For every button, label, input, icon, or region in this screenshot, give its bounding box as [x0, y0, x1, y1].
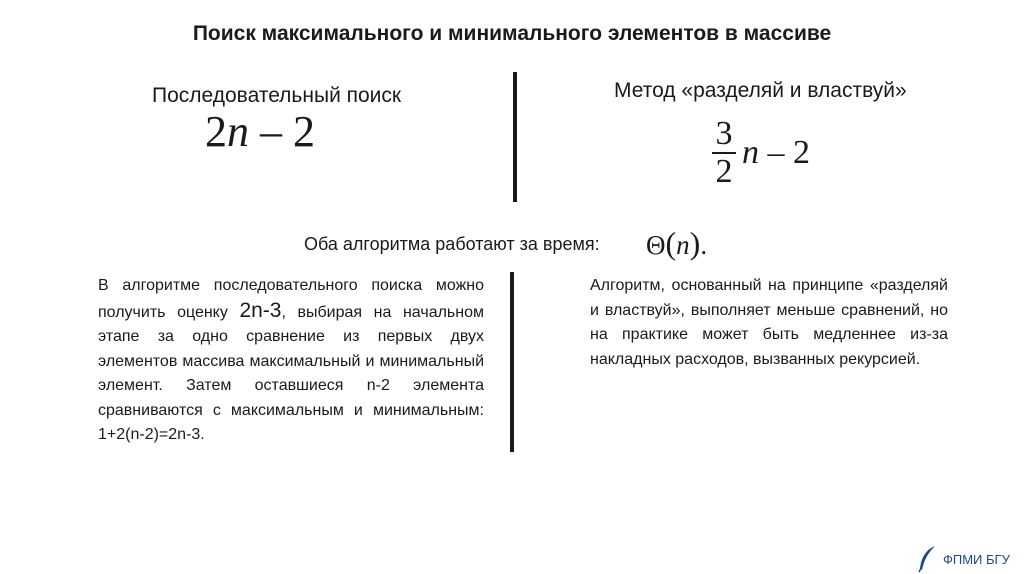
left-formula-var: n: [227, 107, 249, 156]
fpmi-logo: [915, 544, 1024, 574]
right-formula-const: 2: [793, 134, 810, 171]
feather-icon: [915, 545, 939, 573]
right-heading: Метод «разделяй и властвуй»: [614, 79, 907, 102]
left-formula: [205, 106, 315, 157]
right-formula-denominator: 2: [715, 153, 733, 190]
theta-period: .: [700, 230, 708, 260]
left-formula-const: 2: [293, 107, 315, 156]
theta-open-paren: (: [665, 225, 677, 261]
theta-var: n: [676, 230, 690, 260]
right-formula-op: –: [767, 134, 785, 171]
page-title: Поиск максимального и минимального элементов в массиве: [192, 22, 832, 45]
left-paragraph-highlight: 2n-3: [239, 298, 282, 322]
right-formula-var: n: [742, 134, 759, 171]
theta-close-paren: ): [689, 225, 701, 261]
theta-formula: [646, 225, 707, 262]
bottom-divider: [510, 272, 514, 452]
left-paragraph-part-b: , выбирая на начальном этапе за одно сравнение из первых двух элементов массива максимальный и минимальный элемент. Затем оставшиеся n-2 элемента сравниваются с максимальным и минимальным: 1+2(n-2)=2n-3.: [98, 303, 484, 443]
left-paragraph-part-a: В алгоритме последовательного поиска можно получить оценку: [98, 277, 484, 321]
left-paragraph: [98, 274, 484, 448]
right-formula: [712, 116, 810, 190]
theta-symbol: Θ: [646, 230, 666, 260]
left-formula-coef: 2: [205, 107, 227, 156]
top-divider: [513, 72, 517, 202]
right-formula-numerator: 3: [715, 115, 733, 152]
right-formula-fraction: [712, 116, 736, 190]
logo-text: ФПМИ БГУ: [943, 551, 1010, 567]
left-heading: Последовательный поиск: [152, 84, 402, 107]
right-paragraph: Алгоритм, основанный на принципе «разделяй и властвуй», выполняет меньше сравнений, но на практике может быть медленнее из-за накладных расходов, вызванных рекурсией.: [590, 277, 948, 368]
left-formula-op: –: [260, 107, 282, 156]
complexity-statement: Оба алгоритма работают за время:: [304, 234, 600, 254]
